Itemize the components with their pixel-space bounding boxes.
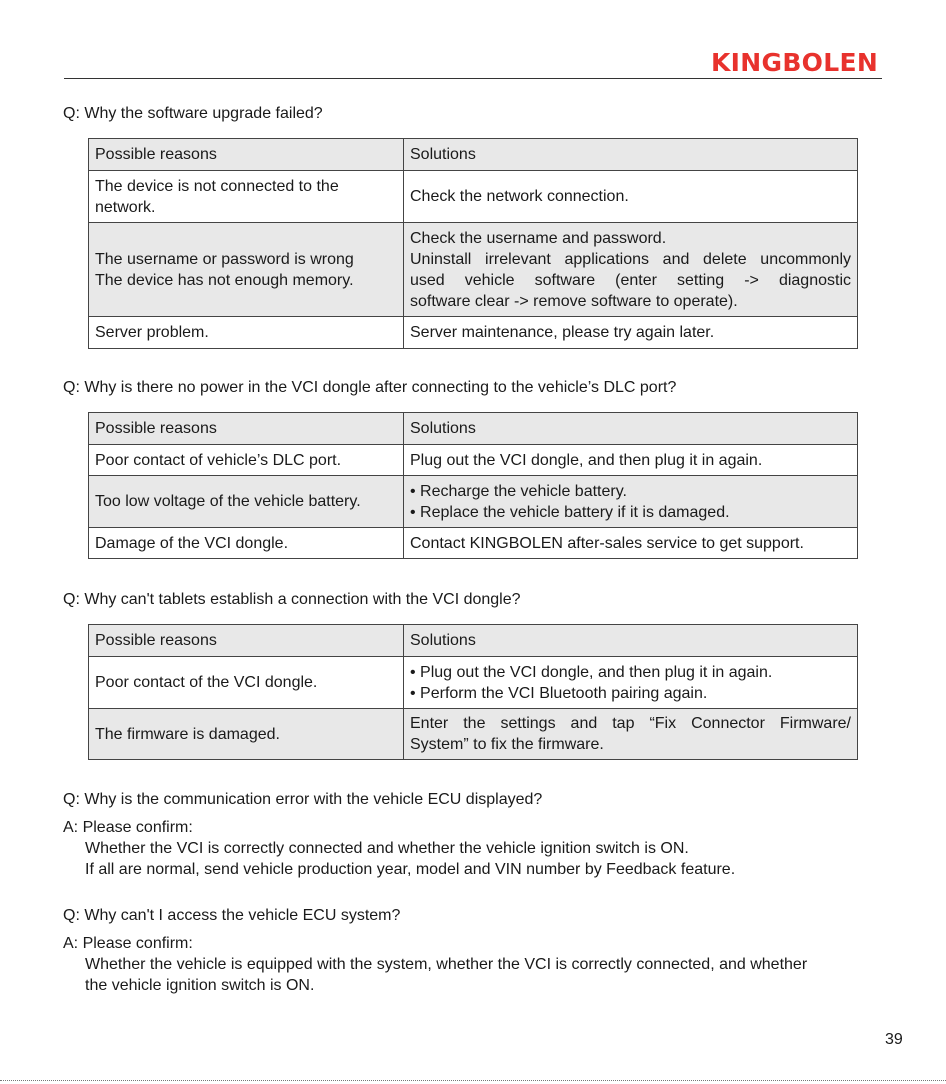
solution-cell bbox=[404, 445, 858, 476]
reason-cell bbox=[89, 476, 404, 528]
solution-cell bbox=[404, 709, 858, 760]
reason-line: Too low voltage of the vehicle battery. bbox=[95, 493, 361, 510]
solution-cell bbox=[404, 317, 858, 349]
solution-bullet: • Perform the VCI Bluetooth pairing again. bbox=[410, 683, 851, 704]
table-header-row bbox=[89, 139, 858, 171]
reason-cell bbox=[89, 223, 404, 317]
table-header-row bbox=[89, 625, 858, 657]
reason-line: The device has not enough memory. bbox=[95, 271, 354, 289]
solution-line: System” to fix the firmware. bbox=[410, 736, 604, 753]
bottom-dotted-divider bbox=[0, 1080, 946, 1081]
solution-bullet: • Plug out the VCI dongle, and then plug it in again. bbox=[410, 662, 851, 683]
solution-cell bbox=[404, 657, 858, 709]
reason-line: The firmware is damaged. bbox=[95, 725, 280, 743]
table-software-upgrade bbox=[88, 138, 858, 349]
answer-access-ecu bbox=[63, 933, 807, 996]
answer-line: Whether the vehicle is equipped with the system, whether the VCI is correctly connected, and whether bbox=[85, 956, 808, 973]
solution-line: Check the username and password. bbox=[410, 229, 667, 247]
table-no-power-vci bbox=[88, 412, 858, 559]
page-number: 39 bbox=[885, 1031, 903, 1048]
table-row bbox=[89, 528, 858, 559]
table-header-row bbox=[89, 413, 858, 445]
header-solutions: Solutions bbox=[404, 625, 858, 657]
header-solutions: Solutions bbox=[404, 139, 858, 171]
reason-cell bbox=[89, 445, 404, 476]
answer-line: the vehicle ignition switch is ON. bbox=[85, 977, 315, 994]
question-communication-error: Q: Why is the communication error with the vehicle ECU displayed? bbox=[63, 791, 543, 808]
solution-cell bbox=[404, 223, 858, 317]
solution-cell bbox=[404, 171, 858, 223]
question-access-ecu: Q: Why can't I access the vehicle ECU system? bbox=[63, 907, 401, 924]
solution-line: used vehicle software (enter setting -> diagnostic bbox=[410, 271, 851, 289]
reason-cell bbox=[89, 657, 404, 709]
answer-communication-error bbox=[63, 817, 735, 880]
question-no-power-vci: Q: Why is there no power in the VCI dongle after connecting to the vehicle’s DLC port? bbox=[63, 379, 677, 396]
reason-line: The device is not connected to the bbox=[95, 177, 339, 195]
solution-cell bbox=[404, 528, 858, 559]
table-row bbox=[89, 171, 858, 223]
question-tablet-connection: Q: Why can't tablets establish a connection with the VCI dongle? bbox=[63, 591, 521, 608]
header-divider bbox=[64, 78, 882, 79]
question-software-upgrade: Q: Why the software upgrade failed? bbox=[63, 105, 323, 122]
solution-line: Contact KINGBOLEN after-sales service to get support. bbox=[410, 534, 804, 552]
header-possible-reasons: Possible reasons bbox=[89, 139, 404, 171]
solution-line: Server maintenance, please try again later. bbox=[410, 324, 715, 341]
solution-line: Plug out the VCI dongle, and then plug it in again. bbox=[410, 451, 763, 469]
reason-cell bbox=[89, 171, 404, 223]
reason-cell bbox=[89, 528, 404, 559]
answer-lead: A: Please confirm: bbox=[63, 935, 193, 952]
brand-logo: KINGBOLEN bbox=[711, 48, 879, 77]
header-possible-reasons: Possible reasons bbox=[89, 625, 404, 657]
solution-bullet: • Recharge the vehicle battery. bbox=[410, 481, 851, 502]
table-row bbox=[89, 445, 858, 476]
reason-cell bbox=[89, 709, 404, 760]
table-row bbox=[89, 709, 858, 760]
solution-line: Enter the settings and tap “Fix Connector Firmware/ bbox=[410, 715, 851, 732]
reason-line: network. bbox=[95, 198, 156, 216]
solution-line: Uninstall irrelevant applications and delete uncommonly bbox=[410, 250, 851, 268]
answer-line: If all are normal, send vehicle production year, model and VIN number by Feedback feature. bbox=[85, 861, 736, 878]
reason-line: Poor contact of vehicle’s DLC port. bbox=[95, 451, 342, 469]
header-possible-reasons: Possible reasons bbox=[89, 413, 404, 445]
table-tablet-connection bbox=[88, 624, 858, 760]
table-row bbox=[89, 223, 858, 317]
reason-line: The username or password is wrong bbox=[95, 250, 354, 268]
solution-cell bbox=[404, 476, 858, 528]
table-row bbox=[89, 317, 858, 349]
answer-lead: A: Please confirm: bbox=[63, 819, 193, 836]
table-row bbox=[89, 657, 858, 709]
answer-line: Whether the VCI is correctly connected and whether the vehicle ignition switch is ON. bbox=[85, 840, 689, 857]
solution-line: software clear -> remove software to operate). bbox=[410, 292, 738, 310]
table-row bbox=[89, 476, 858, 528]
solution-line: Check the network connection. bbox=[410, 188, 629, 205]
header-solutions: Solutions bbox=[404, 413, 858, 445]
reason-line: Poor contact of the VCI dongle. bbox=[95, 674, 318, 691]
reason-cell bbox=[89, 317, 404, 349]
solution-bullet: • Replace the vehicle battery if it is damaged. bbox=[410, 502, 851, 523]
reason-line: Damage of the VCI dongle. bbox=[95, 534, 289, 552]
reason-line: Server problem. bbox=[95, 324, 209, 341]
